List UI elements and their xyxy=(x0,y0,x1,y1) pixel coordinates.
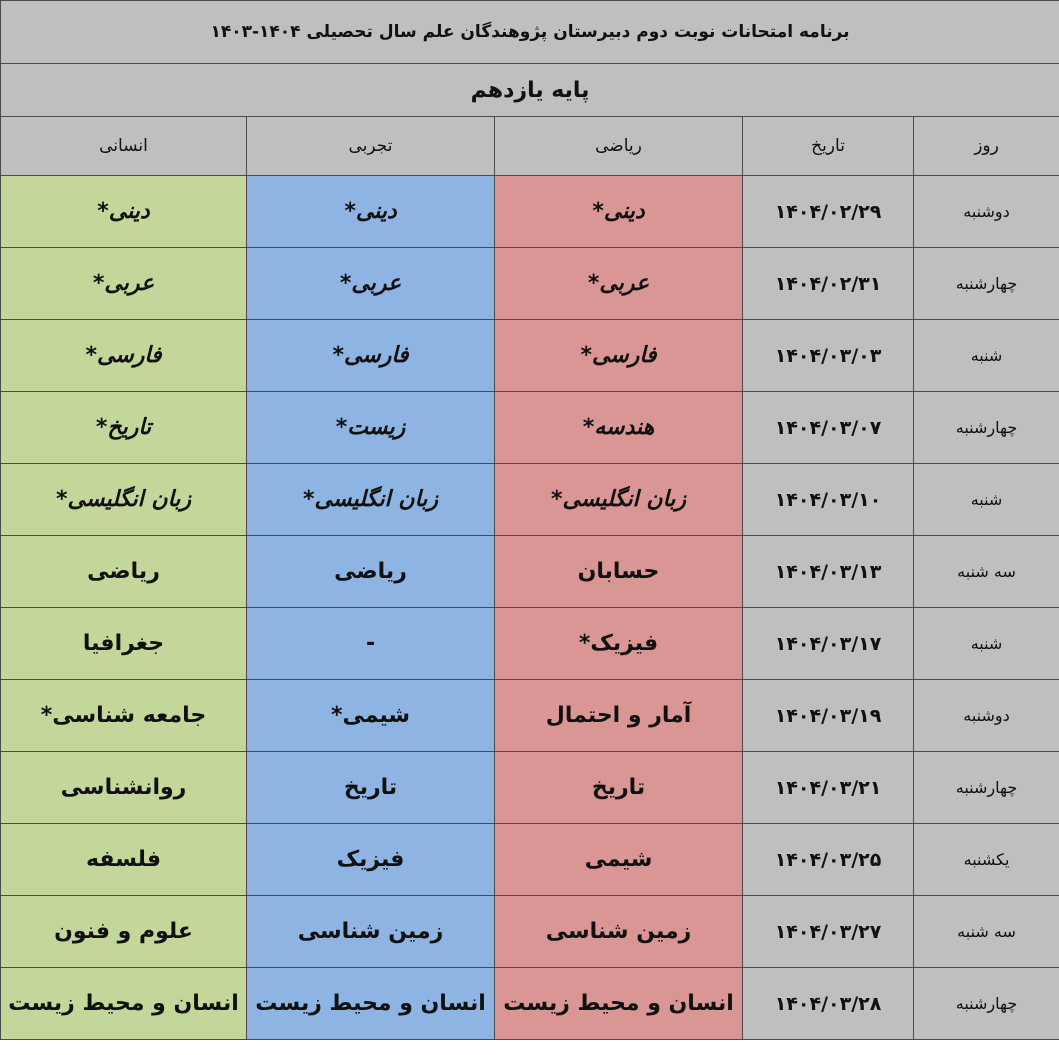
humanities-exam-cell: فارسی* xyxy=(1,320,247,392)
experimental-exam-cell: فارسی* xyxy=(247,320,495,392)
day-cell: سه شنبه xyxy=(914,536,1059,608)
math-exam-cell: تاریخ xyxy=(495,752,743,824)
table-row xyxy=(1,896,1059,968)
table-row xyxy=(1,176,1059,248)
humanities-exam-cell: روانشناسی xyxy=(1,752,247,824)
column-header-date: تاریخ xyxy=(743,117,914,176)
date-cell: ۱۴۰۴/۰۳/۲۸ xyxy=(743,968,914,1040)
humanities-exam-cell: عربی* xyxy=(1,248,247,320)
day-cell: چهارشنبه xyxy=(914,968,1059,1040)
math-exam-cell: شیمی xyxy=(495,824,743,896)
date-cell: ۱۴۰۴/۰۲/۲۹ xyxy=(743,176,914,248)
math-exam-cell: زمین شناسی xyxy=(495,896,743,968)
day-cell: یکشنبه xyxy=(914,824,1059,896)
humanities-exam-cell: فلسفه xyxy=(1,824,247,896)
table-row xyxy=(1,248,1059,320)
experimental-exam-cell: - xyxy=(247,608,495,680)
day-cell: شنبه xyxy=(914,320,1059,392)
table-row xyxy=(1,392,1059,464)
humanities-exam-cell: تاریخ* xyxy=(1,392,247,464)
experimental-exam-cell: شیمی* xyxy=(247,680,495,752)
grade-heading: پایه یازدهم xyxy=(1,64,1059,117)
humanities-exam-cell: انسان و محیط زیست xyxy=(1,968,247,1040)
humanities-exam-cell: جغرافیا xyxy=(1,608,247,680)
math-exam-cell: انسان و محیط زیست xyxy=(495,968,743,1040)
column-header-experimental: تجربی xyxy=(247,117,495,176)
table-row xyxy=(1,464,1059,536)
experimental-exam-cell: انسان و محیط زیست xyxy=(247,968,495,1040)
date-cell: ۱۴۰۴/۰۳/۲۵ xyxy=(743,824,914,896)
date-cell: ۱۴۰۴/۰۳/۲۷ xyxy=(743,896,914,968)
date-cell: ۱۴۰۴/۰۳/۱۳ xyxy=(743,536,914,608)
day-cell: شنبه xyxy=(914,608,1059,680)
humanities-exam-cell: زبان انگلیسی* xyxy=(1,464,247,536)
day-cell: شنبه xyxy=(914,464,1059,536)
table-row xyxy=(1,752,1059,824)
experimental-exam-cell: دینی* xyxy=(247,176,495,248)
experimental-exam-cell: عربی* xyxy=(247,248,495,320)
table-row xyxy=(1,824,1059,896)
table-row xyxy=(1,968,1059,1040)
table-row xyxy=(1,536,1059,608)
day-cell: سه شنبه xyxy=(914,896,1059,968)
experimental-exam-cell: تاریخ xyxy=(247,752,495,824)
experimental-exam-cell: زمین شناسی xyxy=(247,896,495,968)
date-cell: ۱۴۰۴/۰۳/۱۷ xyxy=(743,608,914,680)
humanities-exam-cell: ریاضی xyxy=(1,536,247,608)
experimental-exam-cell: فیزیک xyxy=(247,824,495,896)
date-cell: ۱۴۰۴/۰۳/۰۳ xyxy=(743,320,914,392)
humanities-exam-cell: جامعه شناسی* xyxy=(1,680,247,752)
column-header-math: ریاضی xyxy=(495,117,743,176)
day-cell: دوشنبه xyxy=(914,176,1059,248)
page-title: برنامه امتحانات نوبت دوم دبیرستان پژوهندگان علم سال تحصیلی ۱۴۰۴-۱۴۰۳ xyxy=(1,1,1059,64)
math-exam-cell: عربی* xyxy=(495,248,743,320)
humanities-exam-cell: دینی* xyxy=(1,176,247,248)
date-cell: ۱۴۰۴/۰۳/۲۱ xyxy=(743,752,914,824)
math-exam-cell: زبان انگلیسی* xyxy=(495,464,743,536)
date-cell: ۱۴۰۴/۰۲/۳۱ xyxy=(743,248,914,320)
table-row xyxy=(1,608,1059,680)
day-cell: چهارشنبه xyxy=(914,392,1059,464)
math-exam-cell: هندسه* xyxy=(495,392,743,464)
humanities-exam-cell: علوم و فنون xyxy=(1,896,247,968)
day-cell: دوشنبه xyxy=(914,680,1059,752)
math-exam-cell: فیزیک* xyxy=(495,608,743,680)
experimental-exam-cell: زیست* xyxy=(247,392,495,464)
math-exam-cell: فارسی* xyxy=(495,320,743,392)
day-cell: چهارشنبه xyxy=(914,248,1059,320)
table-row xyxy=(1,320,1059,392)
math-exam-cell: آمار و احتمال xyxy=(495,680,743,752)
math-exam-cell: دینی* xyxy=(495,176,743,248)
day-cell: چهارشنبه xyxy=(914,752,1059,824)
experimental-exam-cell: ریاضی xyxy=(247,536,495,608)
column-header-day: روز xyxy=(914,117,1059,176)
column-header-humanities: انسانی xyxy=(1,117,247,176)
date-cell: ۱۴۰۴/۰۳/۱۹ xyxy=(743,680,914,752)
date-cell: ۱۴۰۴/۰۳/۱۰ xyxy=(743,464,914,536)
date-cell: ۱۴۰۴/۰۳/۰۷ xyxy=(743,392,914,464)
math-exam-cell: حسابان xyxy=(495,536,743,608)
experimental-exam-cell: زبان انگلیسی* xyxy=(247,464,495,536)
table-row xyxy=(1,680,1059,752)
